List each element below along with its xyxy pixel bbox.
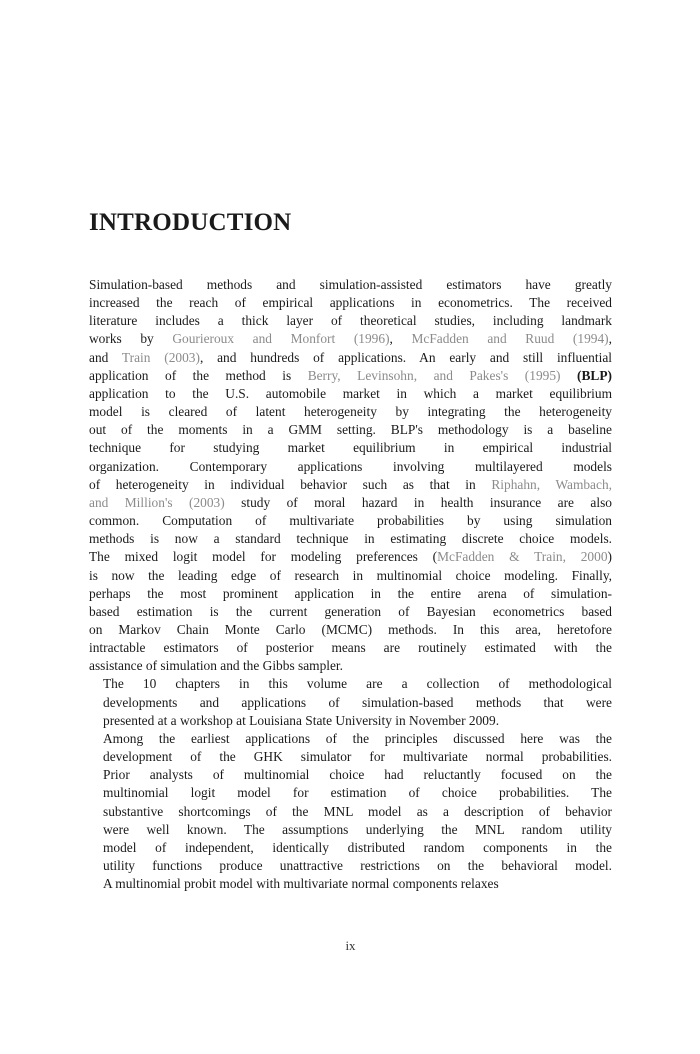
text-segment: study of moral hazard in health insurance are also (224, 494, 613, 510)
citation-link[interactable]: and Million's (2003) (89, 494, 225, 510)
text-segment: out of the moments in a GMM setting. BLP's methodology is a baseline (89, 422, 612, 438)
text-segment: perhaps the most prominent application in the entire arena of simulation- (89, 585, 612, 601)
text-line (89, 530, 612, 548)
text-segment: developments and applications of simulation-based methods that were (103, 694, 612, 710)
text-line (89, 694, 612, 712)
text-segment: application of the method is (89, 367, 308, 383)
text-segment: were well known. The assumptions underlying the MNL random utility (103, 821, 612, 837)
text-segment: organization. Contemporary applications involving multilayered models (89, 458, 612, 474)
body-text (89, 276, 612, 893)
text-segment: utility functions produce unattractive restrictions on the behavioral model. (103, 858, 612, 873)
text-line (89, 748, 612, 766)
text-segment: Prior analysts of multinomial choice had reluctantly focused on the (103, 767, 612, 783)
text-segment: based estimation is the current generation of Bayesian econometrics based (89, 603, 612, 619)
citation-link[interactable]: Train (2003) (121, 349, 200, 365)
text-line (89, 276, 612, 294)
text-segment: technique for studying market equilibrium in empirical industrial (89, 440, 612, 456)
bold-text: (BLP) (577, 367, 612, 383)
text-line (89, 657, 612, 675)
text-segment: literature includes a thick layer of theoretical studies, including landmark (89, 313, 612, 329)
text-line (89, 839, 612, 857)
text-segment: common. Computation of multivariate probabilities by using simulation (89, 513, 612, 529)
text-line (89, 458, 612, 476)
citation-link[interactable]: Riphahn, Wambach, (491, 476, 612, 492)
text-line (89, 585, 612, 603)
text-segment: is now the leading edge of research in multinomial choice modeling. Finally, (89, 567, 612, 583)
text-segment: Simulation-based methods and simulation-assisted estimators have greatly (89, 277, 612, 292)
text-segment: Among the earliest applications of the principles discussed here was the (103, 730, 612, 746)
text-segment (561, 368, 578, 383)
citation-link[interactable]: Berry, Levinsohn, and Pakes's (1995) (307, 367, 561, 383)
text-segment: increased the reach of empirical applications in econometrics. The received (89, 295, 612, 311)
text-line (89, 621, 612, 639)
text-line (89, 675, 612, 693)
text-line (89, 821, 612, 839)
paragraph (89, 675, 612, 729)
text-segment: development of the GHK simulator for multivariate normal probabilities. (103, 749, 612, 765)
text-line (89, 403, 612, 421)
text-line (89, 730, 612, 748)
text-segment: works by (89, 331, 173, 347)
text-line (89, 330, 612, 348)
text-line (89, 875, 612, 893)
text-segment: , (608, 331, 612, 347)
text-line (89, 476, 612, 494)
text-segment: , (389, 331, 412, 347)
text-line (89, 857, 612, 875)
paragraph (89, 276, 612, 675)
text-line (89, 603, 612, 621)
text-segment: of heterogeneity in individual behavior such as that in (89, 476, 492, 492)
text-line (89, 766, 612, 784)
text-segment: The mixed logit model for modeling preferences ( (89, 549, 438, 565)
citation-link[interactable]: McFadden & Train, 2000 (437, 549, 608, 565)
text-line (89, 312, 612, 330)
text-line (89, 803, 612, 821)
text-segment: intractable estimators of posterior means are routinely estimated with the (89, 640, 612, 656)
text-segment: substantive shortcomings of the MNL model as a description of behavior (103, 803, 612, 819)
text-segment: on Markov Chain Monte Carlo (MCMC) methods. In this area, heretofore (89, 621, 612, 637)
text-line (89, 421, 612, 439)
text-line (89, 548, 612, 566)
text-line (89, 349, 612, 367)
text-segment: A multinomial probit model with multivariate normal components relaxes (103, 876, 499, 892)
text-segment: presented at a workshop at Louisiana State University in November 2009. (103, 712, 500, 728)
text-line (89, 439, 612, 457)
citation-link[interactable]: Gourieroux and Monfort (1996) (172, 331, 390, 347)
text-line (89, 385, 612, 403)
text-line (89, 494, 612, 512)
citation-link[interactable]: McFadden and Ruud (1994) (411, 331, 609, 347)
text-segment: model of independent, identically distributed random components in the (103, 839, 612, 855)
text-line (89, 639, 612, 657)
text-segment: , and hundreds of applications. An early and still influential (199, 349, 612, 365)
text-segment: methods is now a standard technique in estimating discrete choice models. (89, 531, 612, 547)
text-segment: application to the U.S. automobile market in which a market equilibrium (89, 385, 612, 401)
text-segment: The 10 chapters in this volume are a collection of methodological (103, 676, 612, 692)
chapter-heading: INTRODUCTION (89, 209, 292, 236)
paragraph (89, 730, 612, 893)
text-segment: assistance of simulation and the Gibbs sampler. (89, 658, 344, 674)
text-segment: model is cleared of latent heterogeneity by integrating the heterogeneity (89, 404, 612, 420)
text-line (89, 784, 612, 802)
text-line (89, 712, 612, 730)
text-segment: multinomial logit model for estimation of choice probabilities. The (103, 785, 612, 801)
page-number: ix (345, 938, 356, 953)
text-segment: ) (607, 549, 612, 565)
text-line (89, 567, 612, 585)
text-line (89, 294, 612, 312)
text-segment: and (89, 349, 122, 365)
text-line (89, 367, 612, 385)
text-line (89, 512, 612, 530)
